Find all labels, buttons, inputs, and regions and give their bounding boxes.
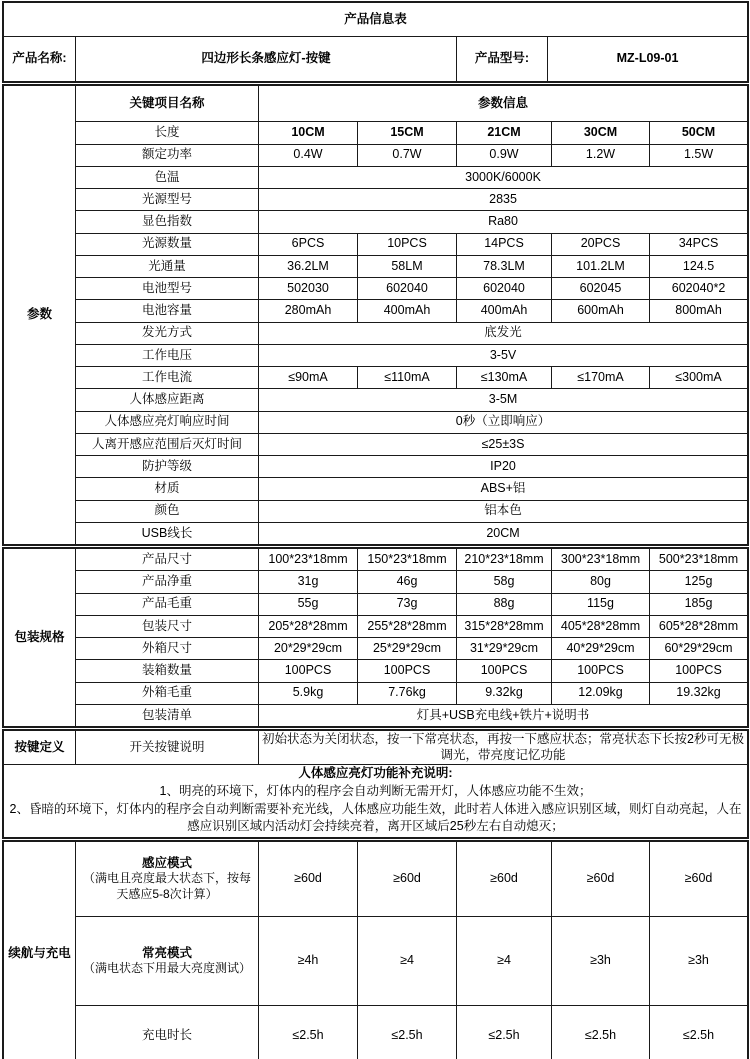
parameters-side-label: 参数	[4, 86, 76, 545]
row-value-cell: 0.4W	[259, 144, 358, 166]
row-label: 电池型号	[76, 278, 259, 300]
row-value-cell: 78.3LM	[457, 255, 552, 277]
endurance-side-label: 续航与充电	[4, 842, 76, 1059]
notes-title: 人体感应亮灯功能补充说明:	[298, 766, 453, 781]
row-value-merged: ≤25±3S	[259, 433, 748, 455]
row-value-cell: 205*28*28mm	[259, 615, 358, 637]
row-label: 材质	[76, 478, 259, 500]
table-row	[4, 389, 748, 411]
row-value-merged: 0秒（立即响应）	[259, 411, 748, 433]
row-value-cell: 502030	[259, 278, 358, 300]
row-label: USB线长	[76, 522, 259, 544]
table-row	[4, 593, 748, 615]
row-value-cell: ≤90mA	[259, 367, 358, 389]
product-name-value: 四边形长条感应灯-按键	[76, 37, 457, 82]
table-row	[4, 660, 748, 682]
table-row	[4, 300, 748, 322]
row-value-cell: 7.76kg	[358, 682, 457, 704]
packaging-block	[3, 548, 748, 727]
endurance-value-cell: ≥4	[457, 917, 552, 1006]
table-row	[4, 322, 748, 344]
row-label: 光源型号	[76, 189, 259, 211]
endurance-mode-sub: （满电状态下用最大亮度测试）	[82, 961, 251, 976]
col-header-item-name: 关键项目名称	[76, 86, 259, 122]
row-value-cell: 124.5	[650, 255, 748, 277]
row-label: 人体感应距离	[76, 389, 259, 411]
endurance-value-cell: ≥4h	[259, 917, 358, 1006]
row-value-cell: 0.9W	[457, 144, 552, 166]
endurance-mode-name: 常亮模式	[141, 945, 192, 960]
row-value-cell: 605*28*28mm	[650, 615, 748, 637]
row-value-cell: 73g	[358, 593, 457, 615]
notes-cell	[4, 765, 748, 838]
row-value-merged: IP20	[259, 456, 748, 478]
row-label: 长度	[76, 122, 259, 144]
row-value-merged: 2835	[259, 189, 748, 211]
endurance-value-cell: ≥60d	[457, 842, 552, 917]
table-row	[4, 842, 748, 917]
title-row	[4, 3, 748, 37]
endurance-value-cell: ≤2.5h	[259, 1006, 358, 1059]
endurance-value-cell: ≥60d	[552, 842, 650, 917]
product-model-value: MZ-L09-01	[548, 37, 748, 82]
endurance-mode-label	[76, 1006, 259, 1059]
row-label: 人离开感应范围后灭灯时间	[76, 433, 259, 455]
row-label: 产品净重	[76, 571, 259, 593]
notes-line-2: 2、昏暗的环境下，灯体内的程序会自动判断需要补充光线，人体感应功能生效，此时若人体进入感应识别区域，则灯自动亮起，人在感应识别区域内活动灯会持续亮着，离开区域后25秒左右自动熄灭；	[9, 801, 742, 834]
table-row	[4, 456, 748, 478]
row-value-cell: 34PCS	[650, 233, 748, 255]
row-value-cell: 19.32kg	[650, 682, 748, 704]
switch-instruction-text: 初始状态为关闭状态，按一下常亮状态，再按一下感应状态；常亮状态下长按2秒可无极调光，带亮度记忆功能	[259, 731, 748, 765]
row-value-cell: 400mAh	[358, 300, 457, 322]
endurance-value-cell: ≤2.5h	[457, 1006, 552, 1059]
row-value-cell: 101.2LM	[552, 255, 650, 277]
row-label: 人体感应亮灯响应时间	[76, 411, 259, 433]
table-row	[4, 615, 748, 637]
row-value-cell: 58LM	[358, 255, 457, 277]
packaging-side-label: 包装规格	[4, 549, 76, 727]
row-value-cell: 1.2W	[552, 144, 650, 166]
row-label: 光源数量	[76, 233, 259, 255]
row-value-cell: 88g	[457, 593, 552, 615]
table-row	[4, 122, 748, 144]
row-value-cell: 14PCS	[457, 233, 552, 255]
table-row	[4, 144, 748, 166]
row-label: 额定功率	[76, 144, 259, 166]
table-row	[4, 571, 748, 593]
table-row	[4, 704, 748, 726]
row-value-cell: 315*28*28mm	[457, 615, 552, 637]
row-value-merged: 灯具+USB充电线+铁片+说明书	[259, 704, 748, 726]
table-row	[4, 367, 748, 389]
endurance-value-cell: ≤2.5h	[552, 1006, 650, 1059]
endurance-value-cell: ≥60d	[358, 842, 457, 917]
table-row	[4, 682, 748, 704]
table-row	[4, 1006, 748, 1059]
row-label: 颜色	[76, 500, 259, 522]
row-label: 外箱毛重	[76, 682, 259, 704]
table-row	[4, 344, 748, 366]
row-value-cell: ≤130mA	[457, 367, 552, 389]
endurance-mode-label	[76, 842, 259, 917]
endurance-mode-name: 充电时长	[141, 1028, 192, 1043]
endurance-mode-sub: （满电且亮度最大状态下，按每天感应5-8次计算）	[82, 871, 251, 901]
row-value-cell: 602040	[457, 278, 552, 300]
header-block	[3, 2, 748, 82]
table-row	[4, 278, 748, 300]
page-title: 产品信息表	[4, 3, 748, 37]
table-row	[4, 255, 748, 277]
row-value-cell: 210*23*18mm	[457, 549, 552, 571]
row-value-merged: 20CM	[259, 522, 748, 544]
notes-row	[4, 765, 748, 838]
button-definition-row	[4, 731, 748, 765]
button-definition-block	[3, 730, 748, 838]
table-row	[4, 917, 748, 1006]
row-value-cell: 20*29*29cm	[259, 638, 358, 660]
table-row	[4, 549, 748, 571]
table-row	[4, 233, 748, 255]
row-value-cell: 600mAh	[552, 300, 650, 322]
params-header-row	[4, 86, 748, 122]
row-label: 产品尺寸	[76, 549, 259, 571]
row-value-cell: 10CM	[259, 122, 358, 144]
row-value-cell: 185g	[650, 593, 748, 615]
row-label: 防护等级	[76, 456, 259, 478]
row-value-cell: 100PCS	[650, 660, 748, 682]
table-row	[4, 166, 748, 188]
table-row	[4, 638, 748, 660]
table-row	[4, 411, 748, 433]
row-value-cell: 602045	[552, 278, 650, 300]
row-value-cell: 100PCS	[457, 660, 552, 682]
row-value-cell: 280mAh	[259, 300, 358, 322]
row-value-cell: 55g	[259, 593, 358, 615]
row-label: 发光方式	[76, 322, 259, 344]
row-value-cell: ≤170mA	[552, 367, 650, 389]
row-value-cell: 80g	[552, 571, 650, 593]
product-model-label: 产品型号:	[457, 37, 548, 82]
row-label: 外箱尺寸	[76, 638, 259, 660]
row-value-cell: 100PCS	[259, 660, 358, 682]
row-value-cell: 21CM	[457, 122, 552, 144]
table-row	[4, 433, 748, 455]
row-value-cell: 800mAh	[650, 300, 748, 322]
endurance-value-cell: ≤2.5h	[358, 1006, 457, 1059]
notes-line-1: 1、明亮的环境下，灯体内的程序会自动判断无需开灯，人体感应功能不生效；	[159, 783, 592, 798]
row-value-cell: 300*23*18mm	[552, 549, 650, 571]
row-value-cell: 0.7W	[358, 144, 457, 166]
row-value-cell: 100PCS	[358, 660, 457, 682]
row-value-cell: 25*29*29cm	[358, 638, 457, 660]
row-label: 显色指数	[76, 211, 259, 233]
endurance-block	[3, 841, 748, 1059]
row-label: 产品毛重	[76, 593, 259, 615]
endurance-value-cell: ≥60d	[650, 842, 748, 917]
row-value-cell: 255*28*28mm	[358, 615, 457, 637]
row-value-cell: 602040	[358, 278, 457, 300]
row-value-merged: 铝本色	[259, 500, 748, 522]
row-value-cell: 36.2LM	[259, 255, 358, 277]
row-value-cell: 115g	[552, 593, 650, 615]
product-header-row	[4, 37, 748, 82]
row-label: 色温	[76, 166, 259, 188]
row-label: 电池容量	[76, 300, 259, 322]
row-label: 装箱数量	[76, 660, 259, 682]
endurance-mode-label	[76, 917, 259, 1006]
row-value-cell: 31g	[259, 571, 358, 593]
row-label: 光通量	[76, 255, 259, 277]
row-value-cell: 12.09kg	[552, 682, 650, 704]
row-value-cell: 150*23*18mm	[358, 549, 457, 571]
button-definition-side-label: 按键定义	[4, 731, 76, 765]
row-value-merged: Ra80	[259, 211, 748, 233]
row-value-cell: 46g	[358, 571, 457, 593]
row-value-cell: 9.32kg	[457, 682, 552, 704]
row-value-merged: 3000K/6000K	[259, 166, 748, 188]
endurance-value-cell: ≥60d	[259, 842, 358, 917]
endurance-value-cell: ≥4	[358, 917, 457, 1006]
row-label: 工作电压	[76, 344, 259, 366]
table-row	[4, 189, 748, 211]
row-label: 包装尺寸	[76, 615, 259, 637]
row-value-cell: ≤300mA	[650, 367, 748, 389]
table-row	[4, 500, 748, 522]
endurance-value-cell: ≤2.5h	[650, 1006, 748, 1059]
col-header-param-info: 参数信息	[259, 86, 748, 122]
row-value-merged: 底发光	[259, 322, 748, 344]
switch-instruction-label: 开关按键说明	[76, 731, 259, 765]
row-value-cell: 602040*2	[650, 278, 748, 300]
row-label: 包装清单	[76, 704, 259, 726]
row-value-cell: 5.9kg	[259, 682, 358, 704]
row-value-cell: 405*28*28mm	[552, 615, 650, 637]
row-value-cell: 58g	[457, 571, 552, 593]
table-row	[4, 522, 748, 544]
row-value-cell: 1.5W	[650, 144, 748, 166]
row-value-cell: 20PCS	[552, 233, 650, 255]
row-value-cell: 10PCS	[358, 233, 457, 255]
endurance-value-cell: ≥3h	[650, 917, 748, 1006]
row-value-cell: 50CM	[650, 122, 748, 144]
row-value-cell: 100PCS	[552, 660, 650, 682]
endurance-mode-name: 感应模式	[141, 855, 192, 870]
row-value-cell: 30CM	[552, 122, 650, 144]
row-value-cell: 40*29*29cm	[552, 638, 650, 660]
row-value-merged: 3-5M	[259, 389, 748, 411]
product-name-label: 产品名称:	[4, 37, 76, 82]
row-value-cell: 125g	[650, 571, 748, 593]
row-value-merged: ABS+铝	[259, 478, 748, 500]
row-value-cell: ≤110mA	[358, 367, 457, 389]
row-label: 工作电流	[76, 367, 259, 389]
table-row	[4, 211, 748, 233]
row-value-cell: 31*29*29cm	[457, 638, 552, 660]
row-value-cell: 6PCS	[259, 233, 358, 255]
row-value-cell: 400mAh	[457, 300, 552, 322]
row-value-cell: 100*23*18mm	[259, 549, 358, 571]
table-row	[4, 478, 748, 500]
row-value-cell: 15CM	[358, 122, 457, 144]
endurance-value-cell: ≥3h	[552, 917, 650, 1006]
parameters-block	[3, 85, 748, 545]
row-value-merged: 3-5V	[259, 344, 748, 366]
row-value-cell: 60*29*29cm	[650, 638, 748, 660]
row-value-cell: 500*23*18mm	[650, 549, 748, 571]
